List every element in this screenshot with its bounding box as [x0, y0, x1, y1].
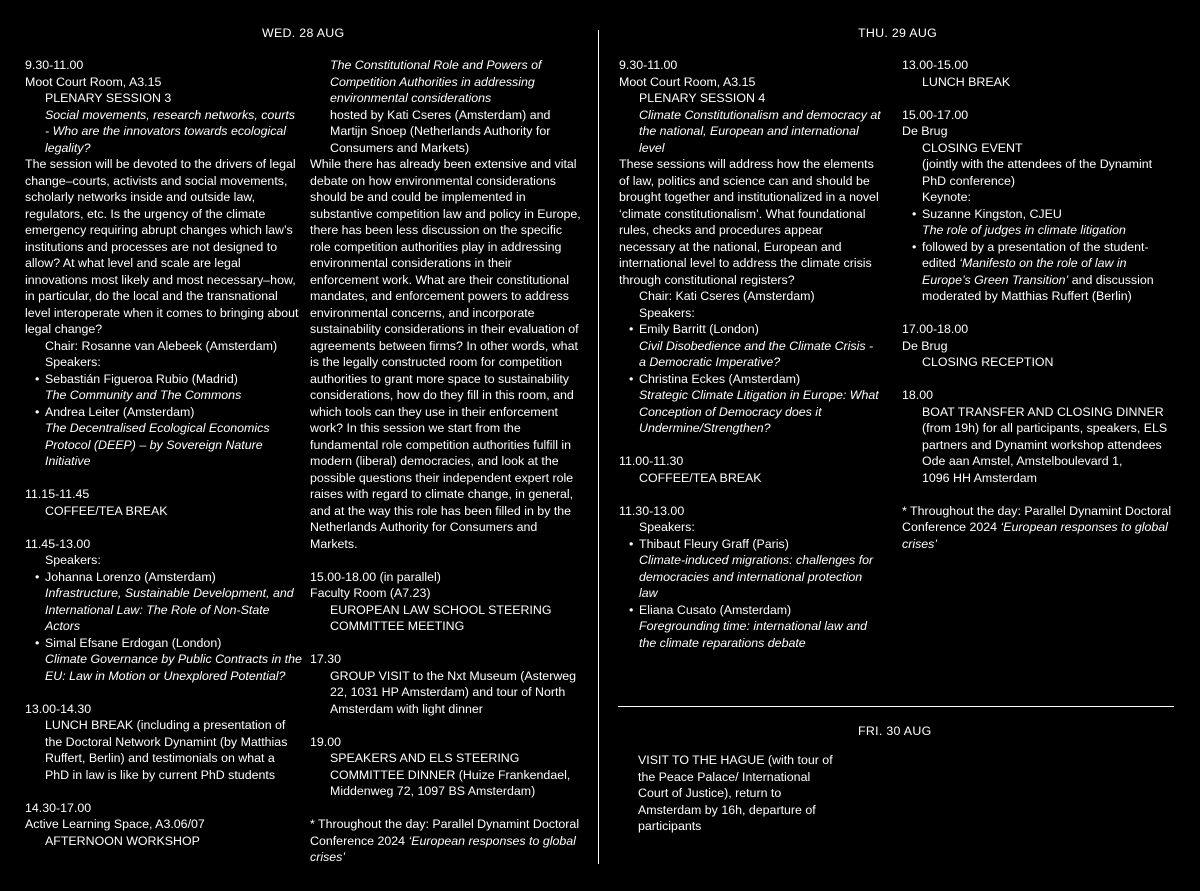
session-time: 11.45-13.00: [25, 536, 91, 551]
day-title-fri: FRI. 30 AUG: [858, 724, 932, 738]
speaker-name: • Thibaut Fleury Graff (Paris): [639, 536, 789, 551]
speaker-name: • Simal Efsane Erdogan (London): [45, 635, 222, 650]
session-lunch: [25, 701, 302, 784]
session-time: 11.15-11.45: [25, 487, 90, 501]
keynote-item: [902, 206, 1174, 239]
speaker-name: • Andrea Leiter (Amsterdam): [45, 404, 195, 419]
session-place: De Brug: [902, 124, 948, 138]
session-time: 9.30-11.00: [25, 58, 84, 72]
speakers-label: Speakers:: [639, 520, 695, 534]
manifesto-title: ‘Manifesto on the role of law in Europe’s Green Transition’: [922, 256, 1127, 287]
presentation-text-c: and discussion moderated by Matthias Ruffert (Berlin): [922, 272, 1154, 303]
speaker-item: [619, 371, 881, 437]
column-wed-left: [25, 57, 302, 849]
speaker-item: [25, 635, 302, 685]
keynote-speaker: • Suzanne Kingston, CJEU: [922, 206, 1062, 221]
session-speakers-1145: [25, 536, 302, 685]
session-title: AFTERNOON WORKSHOP: [45, 833, 200, 848]
keynote-talk: The role of judges in climate litigation: [922, 223, 1126, 237]
speaker-name: • Eliana Cusato (Amsterdam): [639, 602, 792, 617]
keynote-label: Keynote:: [922, 190, 971, 204]
presentation-item: [902, 239, 1174, 305]
footnote: [310, 816, 582, 866]
session-time: 18.00: [902, 388, 934, 402]
session-speakers-1130: [619, 503, 881, 652]
speaker-item: [619, 536, 881, 602]
speaker-name: • Sebastián Figueroa Rubio (Madrid): [45, 371, 238, 386]
session-time: 19.00: [310, 734, 342, 749]
session-coffee-break: [619, 453, 881, 486]
fri-visit-text: VISIT TO THE HAGUE (with tour of the Peace Palace/ International Court of Justice), return to Amsterdam by 16h, departure of participants: [638, 753, 833, 833]
workshop-title: The Constitutional Role and Powers of Competition Authorities in addressing environmental considerations: [330, 58, 542, 105]
session-closing-event: [902, 107, 1174, 305]
session-description: The session will be devoted to the drivers of legal change–courts, activists and social movements, scholarly networks inside and outside law, regulators, etc. Is the urgency of the climate emergency requiring abrupt changes which law’s institutions and processes are not designed to allow? At what level and scale are legal innovations most likely and most necessary–how, in particular, do the local and the transnational level interoperate when it comes to bringing about legal change?: [25, 157, 299, 336]
column-thu-left: [619, 57, 881, 651]
speaker-name: • Christina Eckes (Amsterdam): [639, 371, 801, 386]
address-line-1: Ode aan Amstel, Amstelboulevard 1,: [922, 454, 1123, 468]
session-place: Faculty Room (A7.23): [310, 586, 431, 600]
column-wed-right: [310, 57, 582, 866]
session-text: SPEAKERS AND ELS STEERING COMMITTEE DINNER (Huize Frankendael, Middenweg 72, 1097 BS Amsterdam): [330, 751, 571, 798]
presentation-text-a: followed by a presentation of the student-edited: [922, 239, 1149, 270]
workshop-hosts: hosted by Kati Cseres (Amsterdam) and Martijn Snoep (Netherlands Authority for Consumers and Markets): [330, 107, 551, 155]
session-time: 9.30-11.00: [619, 58, 678, 72]
session-time: 14.30-17.00: [25, 800, 92, 815]
day-divider: [618, 706, 1174, 707]
speaker-item: [25, 569, 302, 635]
session-time: 13.00-14.30: [25, 701, 92, 716]
session-lunch-break: [902, 57, 1174, 90]
speaker-item: [619, 321, 881, 371]
session-time: 15.00-17.00: [902, 107, 969, 122]
session-boat-transfer: [902, 387, 1174, 486]
speaker-talk: Foregrounding time: international law and the climate reparations debate: [639, 619, 867, 650]
section-fri: [638, 752, 834, 835]
session-plenary-3: [25, 57, 302, 470]
column-divider: [598, 30, 599, 864]
speaker-talk: Climate-induced migrations: challenges for democracies and international protection law: [639, 553, 874, 600]
session-title: LUNCH BREAK: [922, 74, 1011, 89]
speaker-name: • Emily Barritt (London): [639, 322, 759, 336]
session-place: De Brug: [902, 338, 948, 353]
session-time: 15.00-18.00 (in parallel): [310, 569, 441, 584]
session-text: BOAT TRANSFER AND CLOSING DINNER (from 19h) for all participants, speakers, ELS partners and Dynamint workshop attendees: [922, 404, 1168, 452]
session-title: PLENARY SESSION 3: [45, 91, 172, 105]
session-text: GROUP VISIT to the Nxt Museum (Asterweg 22, 1031 HP Amsterdam) and tour of North Amsterdam with light dinner: [330, 668, 577, 716]
workshop-description: While there has already been extensive and vital debate on how environmental considerations should be and could be implemented in substantive competition law and policy in Europe, there has been less discussion on the specific role competition authorities play in addressing environmental considerations in their enforcement work. What are their constitutional mandates, and enforcement powers to address environmental concerns, and incorporate sustainability considerations in their evaluation of agreements between firms? In other words, what is the legally constructed room for competition authorities to grant more space to sustainability considerations, how do they fill in this room, and which tools can they use in their enforcement work? In this session we start from the fundamental role competition authorities fulfill in modern (liberal) democracies, and look at the possible questions their independent expert role raises with regard to climate change, in general, and at the way this role has been filled in by the Netherlands Authority for Consumers and Markets.: [310, 157, 581, 551]
speaker-talk: The Community and The Commons: [45, 388, 242, 402]
day-title-wed: WED. 28 AUG: [262, 26, 345, 40]
session-jointly: (jointly with the attendees of the Dynamint PhD conference): [922, 157, 1153, 188]
session-title: PLENARY SESSION 4: [639, 91, 766, 105]
session-closing-reception: [902, 321, 1174, 371]
session-subtitle: Social movements, research networks, courts - Who are the innovators towards ecological legality?: [45, 107, 295, 155]
session-time: 13.00-15.00: [902, 58, 969, 72]
session-place: Moot Court Room, A3.15: [619, 74, 756, 89]
session-title: CLOSING EVENT: [922, 140, 1023, 155]
session-coffee-break: [25, 486, 302, 519]
session-text: LUNCH BREAK (including a presentation of the Doctoral Network Dynamint (by Matthias Ruffert, Berlin) and testimonials on what a PhD in law is like by current PhD students: [45, 718, 288, 782]
day-title-thu: THU. 29 AUG: [858, 26, 938, 40]
speakers-label: Speakers:: [639, 305, 695, 320]
session-subtitle: Climate Constitutionalism and democracy at the national, European and international level: [639, 107, 881, 155]
session-title: COFFEE/TEA BREAK: [45, 503, 168, 518]
session-dinner: [310, 734, 582, 800]
speaker-name: • Johanna Lorenzo (Amsterdam): [45, 569, 216, 584]
session-chair: Chair: Kati Cseres (Amsterdam): [639, 289, 815, 303]
session-steering-committee: [310, 569, 582, 635]
speaker-item: [619, 602, 881, 652]
speaker-talk: Strategic Climate Litigation in Europe: What Conception of Democracy does it Undermine/Strengthen?: [639, 388, 879, 435]
session-title: CLOSING RECEPTION: [922, 355, 1054, 369]
session-time: 17.00-18.00: [902, 322, 969, 336]
speaker-item: [25, 371, 302, 404]
session-title: COFFEE/TEA BREAK: [639, 470, 762, 485]
footnote-italic: ‘European responses to global crises’: [902, 520, 1168, 551]
footnote-italic: ‘European responses to global crises’: [310, 833, 576, 864]
speaker-talk: The Decentralised Ecological Economics Protocol (DEEP) – by Sovereign Nature Initiative: [45, 421, 270, 468]
footnote-text: * Throughout the day: Parallel Dynamint Doctoral Conference 2024: [310, 817, 580, 848]
session-time: 11.30-13.00: [619, 503, 685, 518]
session-workshop: [25, 800, 302, 850]
session-title: EUROPEAN LAW SCHOOL STEERING COMMITTEE MEETING: [330, 602, 552, 633]
speakers-label: Speakers:: [45, 355, 101, 369]
session-time: 11.00-11.30: [619, 454, 684, 468]
column-thu-right: [902, 57, 1174, 552]
session-place: Moot Court Room, A3.15: [25, 74, 162, 89]
speakers-label: Speakers:: [45, 553, 101, 567]
address-line-2: 1096 HH Amsterdam: [922, 470, 1038, 485]
session-time: 17.30: [310, 652, 342, 666]
speaker-talk: Infrastructure, Sustainable Development, and International Law: The Role of Non-State Actors: [45, 586, 294, 633]
speaker-talk: Civil Disobedience and the Climate Crisis - a Democratic Imperative?: [639, 338, 874, 369]
footnote-text: * Throughout the day: Parallel Dynamint Doctoral Conference 2024: [902, 503, 1172, 534]
footnote: [902, 503, 1174, 553]
session-plenary-4: [619, 57, 881, 437]
session-place: Active Learning Space, A3.06/07: [25, 817, 205, 831]
session-description: These sessions will address how the elements of law, politics and science can and should be brought together and institutionalized in a novel ‘climate constitutionalism’. What foundational rules, checks and procedures appear necessary at the national, European and international level to address the climate crisis through constitutional registers?: [619, 157, 879, 287]
session-chair: Chair: Rosanne van Alebeek (Amsterdam): [45, 338, 278, 353]
speaker-talk: Climate Governance by Public Contracts in the EU: Law in Motion or Unexplored Potential?: [45, 652, 302, 683]
speaker-item: [25, 404, 302, 470]
session-group-visit: [310, 651, 582, 717]
